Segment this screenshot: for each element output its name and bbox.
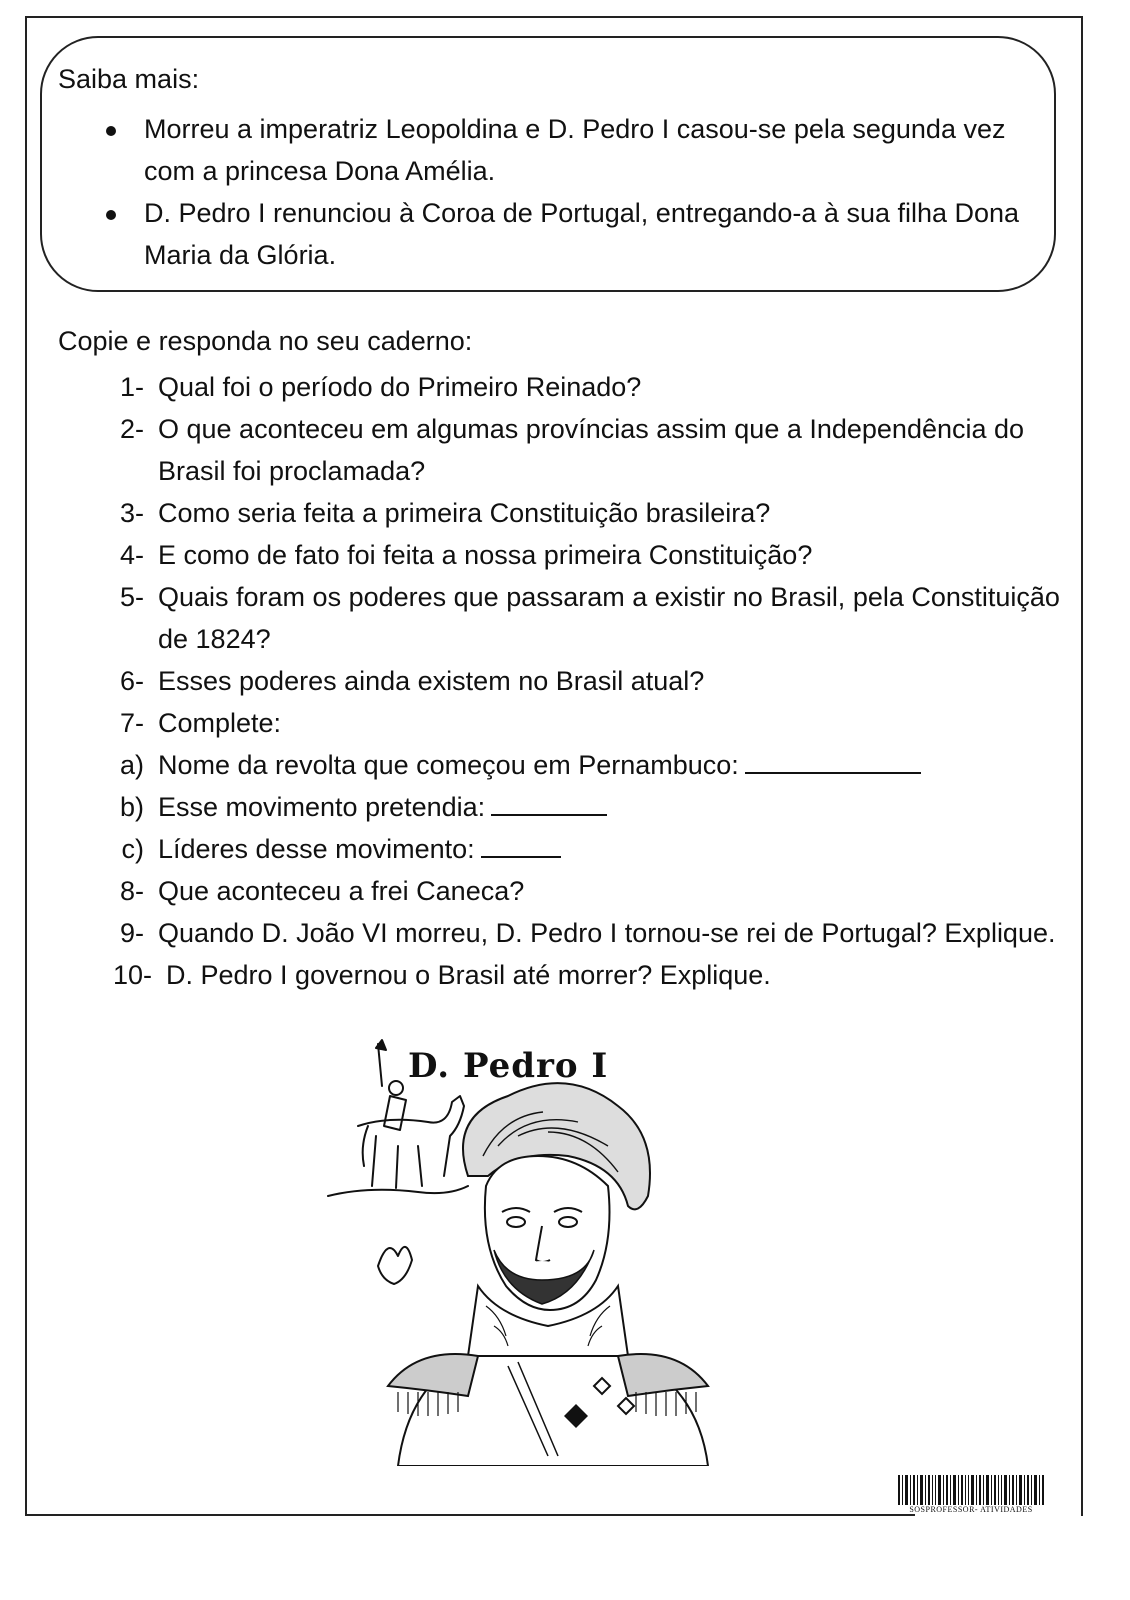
question-item: 9- Quando D. João VI morreu, D. Pedro I tornou-se rei de Portugal? Explique. [119, 918, 1056, 948]
question-item: 3- Como seria feita a primeira Constituição brasileira? [119, 498, 771, 528]
answer-blank [745, 748, 921, 774]
bullet-icon [106, 126, 116, 136]
barcode-caption: SOSPROFESSOR- ATIVIDADES [909, 1505, 1033, 1514]
list-item: D. Pedro I renunciou à Coroa de Portugal, entregando-a à sua filha Dona Maria da Glória. [100, 192, 1060, 276]
question-item: 7- Complete: [119, 708, 282, 738]
page-corner-tail [1081, 1500, 1083, 1514]
barcode-icon [898, 1475, 1044, 1505]
question-item: b) Esse movimento pretendia: [90, 786, 1080, 828]
question-item: a) Nome da revolta que começou em Pernambuco: [90, 744, 1080, 786]
illustration-title: D. Pedro I [408, 1046, 609, 1086]
question-item: 8- Que aconteceu a frei Caneca? [119, 876, 525, 906]
instructions: Copie e responda no seu caderno: [58, 326, 473, 356]
question-item: 1- Qual foi o período do Primeiro Reinado? [119, 372, 642, 402]
question-item: c) Líderes desse movimento: [90, 828, 1080, 870]
list-item: Morreu a imperatriz Leopoldina e D. Pedro I casou-se pela segunda vez com a princesa Dona Amélia. [100, 108, 1060, 192]
answer-blank [481, 832, 561, 858]
question-item: 2- O que aconteceu em algumas províncias assim que a Independência do Brasil foi proclamada? [119, 414, 1025, 486]
question-item: 5- Quais foram os poderes que passaram a existir no Brasil, pela Constituição de 1824? [119, 582, 1060, 654]
question-list [90, 366, 1080, 996]
dom-pedro-portrait-illustration [318, 1036, 718, 1466]
question-item: 4- E como de fato foi feita a nossa primeira Constituição? [119, 540, 813, 570]
bullet-icon [106, 210, 116, 220]
saiba-mais-title: Saiba mais: [58, 64, 200, 94]
question-item: 6- Esses poderes ainda existem no Brasil atual? [119, 666, 705, 696]
answer-blank [491, 790, 607, 816]
page-bottom-rule [25, 1514, 915, 1516]
question-item: 10- D. Pedro I governou o Brasil até morrer? Explique. [112, 960, 771, 990]
saiba-mais-list [100, 108, 1060, 276]
